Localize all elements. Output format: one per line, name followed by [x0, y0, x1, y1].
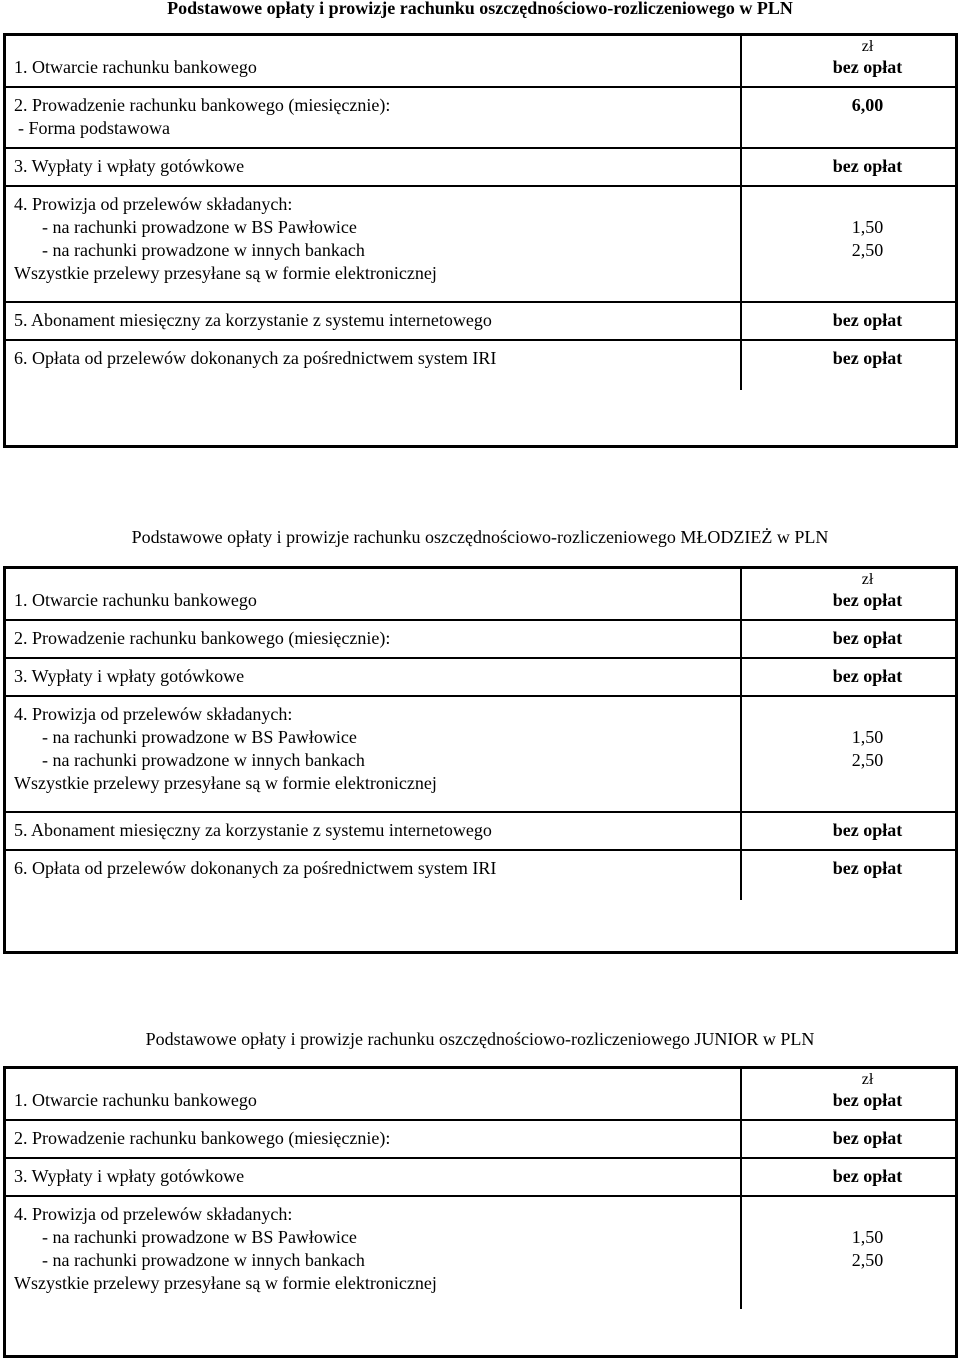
fee-row	[6, 87, 955, 148]
fee-value: bez opłat	[832, 1128, 903, 1148]
fee-value: bez opłat	[832, 348, 903, 368]
fee-value: 1,50	[851, 1227, 884, 1247]
fee-value: 6,00	[851, 95, 884, 115]
fee-value: bez opłat	[832, 628, 903, 648]
fee-sublabel: - na rachunki prowadzone w BS Pawłowice	[42, 727, 357, 747]
fee-label: 6. Opłata od przelewów dokonanych za pośrednictwem system IRI	[14, 858, 497, 878]
fee-note: Wszystkie przelewy przesyłane są w formie elektronicznej	[14, 1273, 437, 1293]
fee-label: 3. Wypłaty i wpłaty gotówkowe	[14, 1166, 245, 1186]
fee-row	[6, 302, 955, 340]
currency-unit: zł	[861, 571, 874, 588]
fee-value: 2,50	[851, 750, 884, 770]
currency-unit: zł	[861, 1071, 874, 1088]
fee-note: Wszystkie przelewy przesyłane są w formie elektronicznej	[14, 773, 437, 793]
fee-label: 2. Prowadzenie rachunku bankowego (miesięcznie):	[14, 628, 391, 648]
fee-label: 3. Wypłaty i wpłaty gotówkowe	[14, 666, 245, 686]
fee-sublabel: - Forma podstawowa	[18, 118, 170, 138]
fee-value: bez opłat	[832, 666, 903, 686]
fee-value: 2,50	[851, 240, 884, 260]
fee-row	[6, 1120, 955, 1158]
fee-value: bez opłat	[832, 57, 903, 77]
fee-table-junior	[3, 1066, 958, 1358]
fee-row	[6, 186, 955, 302]
fee-value: bez opłat	[832, 858, 903, 878]
fee-value: 1,50	[851, 727, 884, 747]
fee-label: 5. Abonament miesięczny za korzystanie z systemu internetowego	[14, 820, 492, 840]
fee-value: bez opłat	[832, 590, 903, 610]
fee-value: bez opłat	[832, 1090, 903, 1110]
fee-row	[6, 340, 955, 390]
fee-row	[6, 812, 955, 850]
fee-label: 2. Prowadzenie rachunku bankowego (miesięcznie):	[14, 95, 391, 115]
fee-label: 3. Wypłaty i wpłaty gotówkowe	[14, 156, 245, 176]
fee-value: bez opłat	[832, 156, 903, 176]
fee-label: 4. Prowizja od przelewów składanych:	[14, 194, 293, 214]
fee-label: 1. Otwarcie rachunku bankowego	[14, 1090, 257, 1110]
fee-sublabel: - na rachunki prowadzone w innych bankach	[42, 1250, 365, 1270]
fee-row	[6, 589, 955, 620]
fee-label: 1. Otwarcie rachunku bankowego	[14, 57, 257, 77]
fee-sublabel: - na rachunki prowadzone w innych bankach	[42, 240, 365, 260]
fee-table-standard	[3, 33, 958, 448]
fee-row	[6, 148, 955, 186]
fee-label: 6. Opłata od przelewów dokonanych za pośrednictwem system IRI	[14, 348, 497, 368]
fee-row	[6, 56, 955, 87]
fee-row	[6, 1196, 955, 1309]
fee-label: 2. Prowadzenie rachunku bankowego (miesięcznie):	[14, 1128, 391, 1148]
fee-value: 2,50	[851, 1250, 884, 1270]
fee-row	[6, 696, 955, 812]
fee-row	[6, 1089, 955, 1120]
fee-value: bez opłat	[832, 310, 903, 330]
fee-row	[6, 850, 955, 900]
fee-value: bez opłat	[832, 1166, 903, 1186]
fee-sublabel: - na rachunki prowadzone w BS Pawłowice	[42, 217, 357, 237]
fee-label: 5. Abonament miesięczny za korzystanie z systemu internetowego	[14, 310, 492, 330]
fee-label: 4. Prowizja od przelewów składanych:	[14, 1204, 293, 1224]
fee-row	[6, 1158, 955, 1196]
fee-table-mlodziez	[3, 566, 958, 954]
fee-label: 1. Otwarcie rachunku bankowego	[14, 590, 257, 610]
section-title: Podstawowe opłaty i prowizje rachunku oszczędnościowo-rozliczeniowego MŁODZIEŻ w PLN	[131, 527, 829, 547]
fee-row	[6, 620, 955, 658]
fee-label: 4. Prowizja od przelewów składanych:	[14, 704, 293, 724]
fee-row	[6, 658, 955, 696]
fee-sublabel: - na rachunki prowadzone w BS Pawłowice	[42, 1227, 357, 1247]
fee-value: 1,50	[851, 217, 884, 237]
currency-unit: zł	[861, 38, 874, 55]
section-title: Podstawowe opłaty i prowizje rachunku oszczędnościowo-rozliczeniowego JUNIOR w PLN	[145, 1029, 815, 1049]
fee-value: bez opłat	[832, 820, 903, 840]
section-title: Podstawowe opłaty i prowizje rachunku oszczędnościowo-rozliczeniowego w PLN	[167, 0, 793, 18]
fee-sublabel: - na rachunki prowadzone w innych bankach	[42, 750, 365, 770]
fee-note: Wszystkie przelewy przesyłane są w formie elektronicznej	[14, 263, 437, 283]
